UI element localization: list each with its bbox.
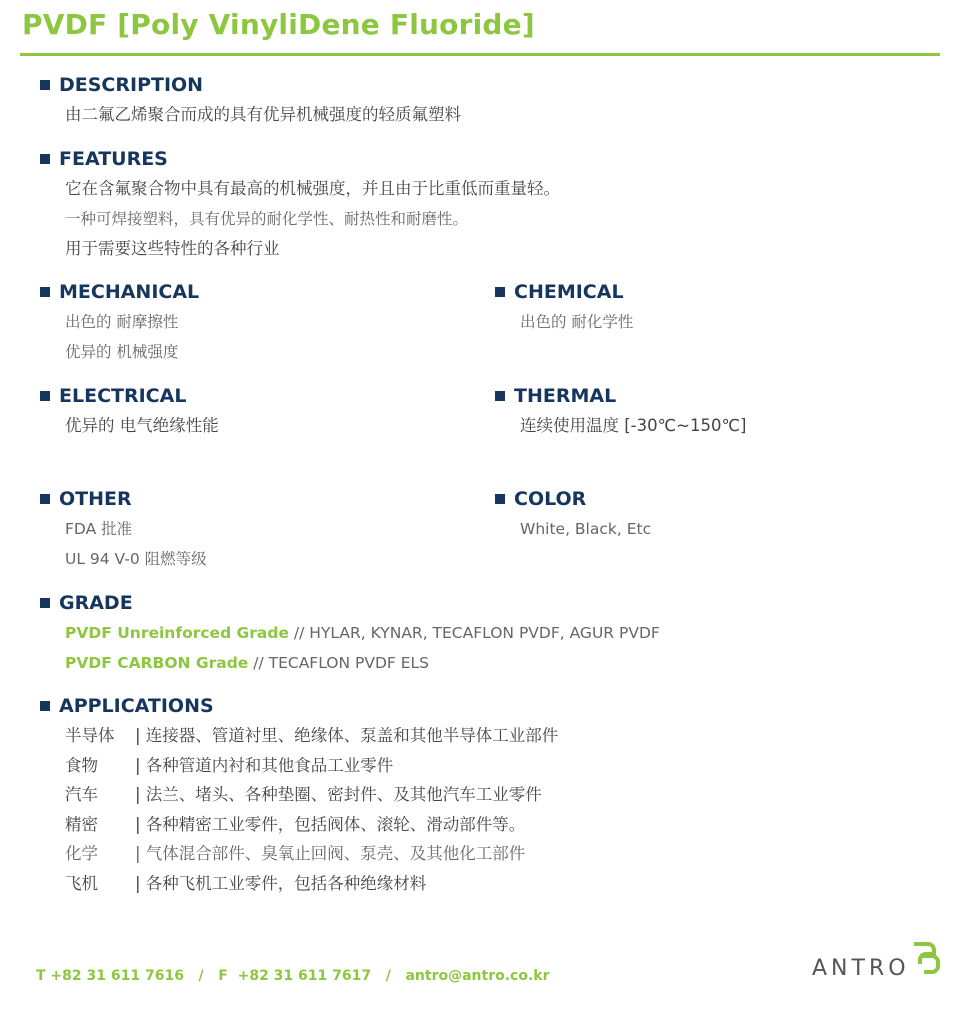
other-line: FDA 批准 xyxy=(65,520,133,538)
logo-mark-icon xyxy=(812,940,942,986)
grade-section xyxy=(40,588,660,678)
grade-brands: // HYLAR, KYNAR, TECAFLON PVDF, AGUR PVDF xyxy=(289,624,660,642)
other-line: UL 94 V-0 阻燃等级 xyxy=(65,550,207,568)
color-section xyxy=(495,484,651,544)
section-heading: APPLICATIONS xyxy=(59,695,214,717)
section-heading: ELECTRICAL xyxy=(59,385,187,407)
grade-name: PVDF Unreinforced Grade xyxy=(65,624,289,642)
application-parts: | 各种精密工业零件，包括阀体、滚轮、滑动部件等。 xyxy=(135,814,526,834)
mechanical-line: 出色的 耐摩擦性 xyxy=(65,313,179,331)
page-title: PVDF [Poly VinyliDene Fluoride] xyxy=(22,8,535,41)
bullet-square-icon xyxy=(495,287,505,297)
bullet-square-icon xyxy=(495,494,505,504)
grade-item xyxy=(40,618,660,648)
application-field: 食物 xyxy=(65,755,98,775)
application-field: 飞机 xyxy=(65,873,98,893)
section-heading: CHEMICAL xyxy=(514,281,624,303)
color-line: White, Black, Etc xyxy=(520,520,652,538)
description-line: 由二氟乙烯聚合而成的具有优异机械强度的轻质氟塑料 xyxy=(65,105,461,124)
contact-footer: T +82 31 611 7616 / F +82 31 611 7617 / antro@antro.co.kr xyxy=(36,968,550,984)
bullet-square-icon xyxy=(40,701,50,711)
chemical-section xyxy=(495,277,633,337)
application-parts: | 气体混合部件、臭氧止回阀、泵壳、及其他化工部件 xyxy=(135,844,526,863)
features-section xyxy=(40,144,560,264)
logo-text: ANTRO xyxy=(812,956,910,981)
section-heading: THERMAL xyxy=(514,385,617,407)
features-line: 一种可焊接塑料，具有优异的耐化学性、耐热性和耐磨性。 xyxy=(65,210,469,228)
title-divider xyxy=(20,53,940,56)
bullet-square-icon xyxy=(40,287,50,297)
electrical-line: 优异的 电气绝缘性能 xyxy=(65,416,219,435)
features-line: 它在含氟聚合物中具有最高的机械强度，并且由于比重低而重量轻。 xyxy=(65,179,560,198)
section-heading: COLOR xyxy=(514,488,587,510)
bullet-square-icon xyxy=(40,598,50,608)
application-row xyxy=(40,839,558,869)
description-section xyxy=(40,70,461,130)
application-field: 精密 xyxy=(65,814,98,834)
application-parts: | 各种飞机工业零件，包括各种绝缘材料 xyxy=(135,873,427,893)
application-row xyxy=(40,721,558,751)
bullet-square-icon xyxy=(40,80,50,90)
section-heading: MECHANICAL xyxy=(59,281,200,303)
application-field: 化学 xyxy=(65,844,98,863)
mechanical-line: 优异的 机械强度 xyxy=(65,343,179,361)
electrical-section xyxy=(40,381,219,441)
grade-name: PVDF CARBON Grade xyxy=(65,654,249,672)
application-parts: | 连接器、管道衬里、绝缘体、泵盖和其他半导体工业部件 xyxy=(135,726,559,745)
application-row xyxy=(40,751,558,781)
bullet-square-icon xyxy=(40,391,50,401)
application-row xyxy=(40,869,558,899)
features-line: 用于需要这些特性的各种行业 xyxy=(65,239,280,258)
section-heading: OTHER xyxy=(59,488,132,510)
application-parts: | 各种管道内衬和其他食品工业零件 xyxy=(135,755,394,775)
grade-item xyxy=(40,648,660,678)
grade-brands: // TECAFLON PVDF ELS xyxy=(248,654,430,672)
application-field: 汽车 xyxy=(65,785,98,804)
bullet-square-icon xyxy=(495,391,505,401)
mechanical-section xyxy=(40,277,199,367)
application-row xyxy=(40,810,558,840)
application-row xyxy=(40,780,558,810)
thermal-line: 连续使用温度 [-30℃~150℃] xyxy=(520,416,747,435)
application-field: 半导体 xyxy=(65,726,115,745)
thermal-section xyxy=(495,381,746,441)
applications-section xyxy=(40,691,558,898)
section-heading: GRADE xyxy=(59,592,133,614)
bullet-square-icon xyxy=(40,494,50,504)
chemical-line: 出色的 耐化学性 xyxy=(520,313,634,331)
bullet-square-icon xyxy=(40,154,50,164)
section-heading: FEATURES xyxy=(59,148,168,170)
other-section xyxy=(40,484,207,574)
application-parts: | 法兰、堵头、各种垫圈、密封件、及其他汽车工业零件 xyxy=(135,785,542,804)
section-heading: DESCRIPTION xyxy=(59,74,204,96)
